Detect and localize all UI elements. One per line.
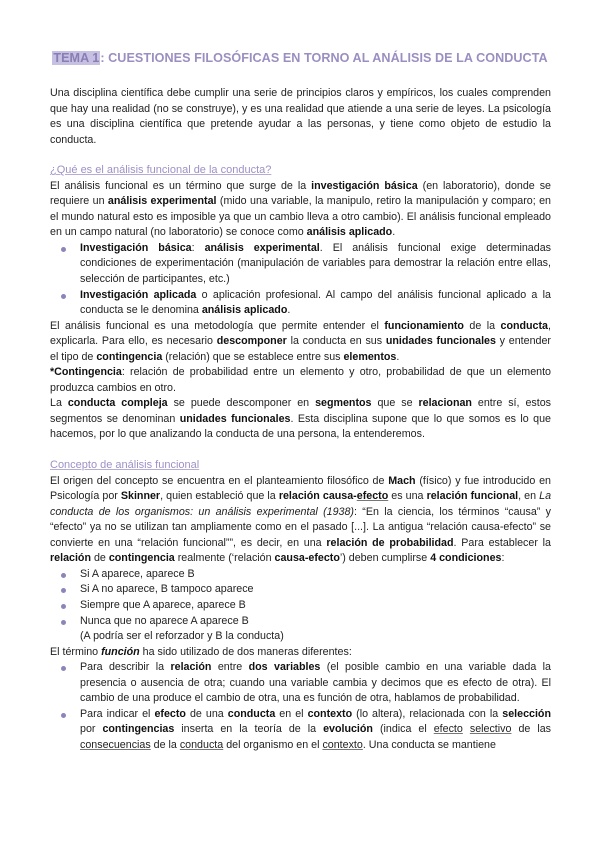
condition-note: (A podría ser el reforzador y B la conducta) — [80, 630, 284, 643]
document-body — [50, 86, 551, 753]
conditions-list — [50, 567, 551, 645]
list-item: Investigación básica: análisis experimental. El análisis funcional exige determinadas condiciones de experimentación (manipulación de variables para demostrar la relación entre ellas, selección de participantes, etc.) — [50, 241, 551, 288]
page-title — [0, 51, 600, 65]
list-item: Si A aparece, aparece B — [50, 567, 551, 583]
section1-bullet-list — [50, 241, 551, 319]
section1-paragraph-3: La conducta compleja se puede descomponer en segmentos que se relacionan entre sí, estos segmentos se denominan unidades funcionales. Esta disciplina supone que lo que somos es lo que hacemos, por lo que analizando la conducta de una persona, la entenderemos. — [50, 397, 551, 441]
section1-paragraph-1: El análisis funcional es un término que surge de la investigación básica (en laboratorio), donde se requiere un análisis experimental (mido una variable, la manipulo, retiro la manipulación y comparo; en el mundo natural esto es imposible ya que un cambio lleva a otro cambio). El análisis funcional empleado en un campo natural (no laboratorio) se conoce como análisis aplicado. — [50, 179, 551, 239]
list-item: Para indicar el efecto de una conducta en el contexto (lo altera), relacionada con la selección por contingencias inserta en la teoría de la evolución (indica el efecto selectivo de las consecuencias de la conducta del organismo en el contexto. Una conducta se mantiene — [50, 707, 551, 754]
contingency-definition: *Contingencia: relación de probabilidad entre un elemento y otro, probabilidad de que un elemento produzca cambios en otro. — [50, 366, 551, 394]
section2-paragraph-1: El origen del concepto se encuentra en el planteamiento filosófico de Mach (físico) y fue introducido en Psicología por Skinner, quien estableció que la relación causa-efecto es una relación funcional, en La conducta de los organismos: un análisis experimental (1938): “En la ciencia, los términos “causa” y “efecto” ya no se utilizan tan ampliamente como en el pasado [...]. La antigua “relación causa-efecto” se convierte en una “relación funcional””, es decir, en una relación de probabilidad. Para establecer la relación de contingencia realmente (‘relación causa-efecto’) deben cumplirse 4 condiciones: — [50, 474, 552, 565]
list-item: Siempre que A aparece, aparece B — [50, 598, 551, 614]
section1-paragraph-2: El análisis funcional es una metodología que permite entender el funcionamiento de la conducta, explicarla. Para ello, es necesario descomponer la conducta en sus unidades funcionales y entender el tipo de contingencia (relación) que se establece entre sus elementos. — [50, 319, 551, 363]
title-highlight: TEMA 1 — [53, 51, 100, 65]
list-item: Si A no aparece, B tampoco aparece — [50, 582, 551, 598]
list-item: Para describir la relación entre dos variables (el posible cambio en una variable dada la presencia o ausencia de otra; cuando una variable cambia y decimos que es efecto de otra). El cambio de una produce el cambio de otra, una es función de otra, hablamos de probabilidad. — [50, 660, 551, 707]
section-heading-concepto: Concepto de análisis funcional — [50, 459, 200, 472]
title-text: : CUESTIONES FILOSÓFICAS EN TORNO AL ANÁLISIS DE LA CONDUCTA — [100, 51, 548, 65]
section-heading-analisis-funcional: ¿Qué es el análisis funcional de la conducta? — [50, 164, 272, 177]
section2-paragraph-2: El término función ha sido utilizado de dos maneras diferentes: — [50, 645, 352, 658]
list-item: Investigación aplicada o aplicación profesional. Al campo del análisis funcional aplicado a la conducta se le denomina análisis aplicado. — [50, 288, 551, 319]
function-uses-list — [50, 660, 551, 753]
list-item: Nunca que no aparece A aparece B — [50, 614, 551, 630]
intro-paragraph: Una disciplina científica debe cumplir una serie de principios claros y empíricos, los cuales comprenden que hay una realidad (no se construye), y es una realidad que atiende a una serie de leyes. La psicología es una disciplina científica que pretende ayudar a las personas, y tiene como objeto de estudio la conducta. — [50, 87, 551, 146]
